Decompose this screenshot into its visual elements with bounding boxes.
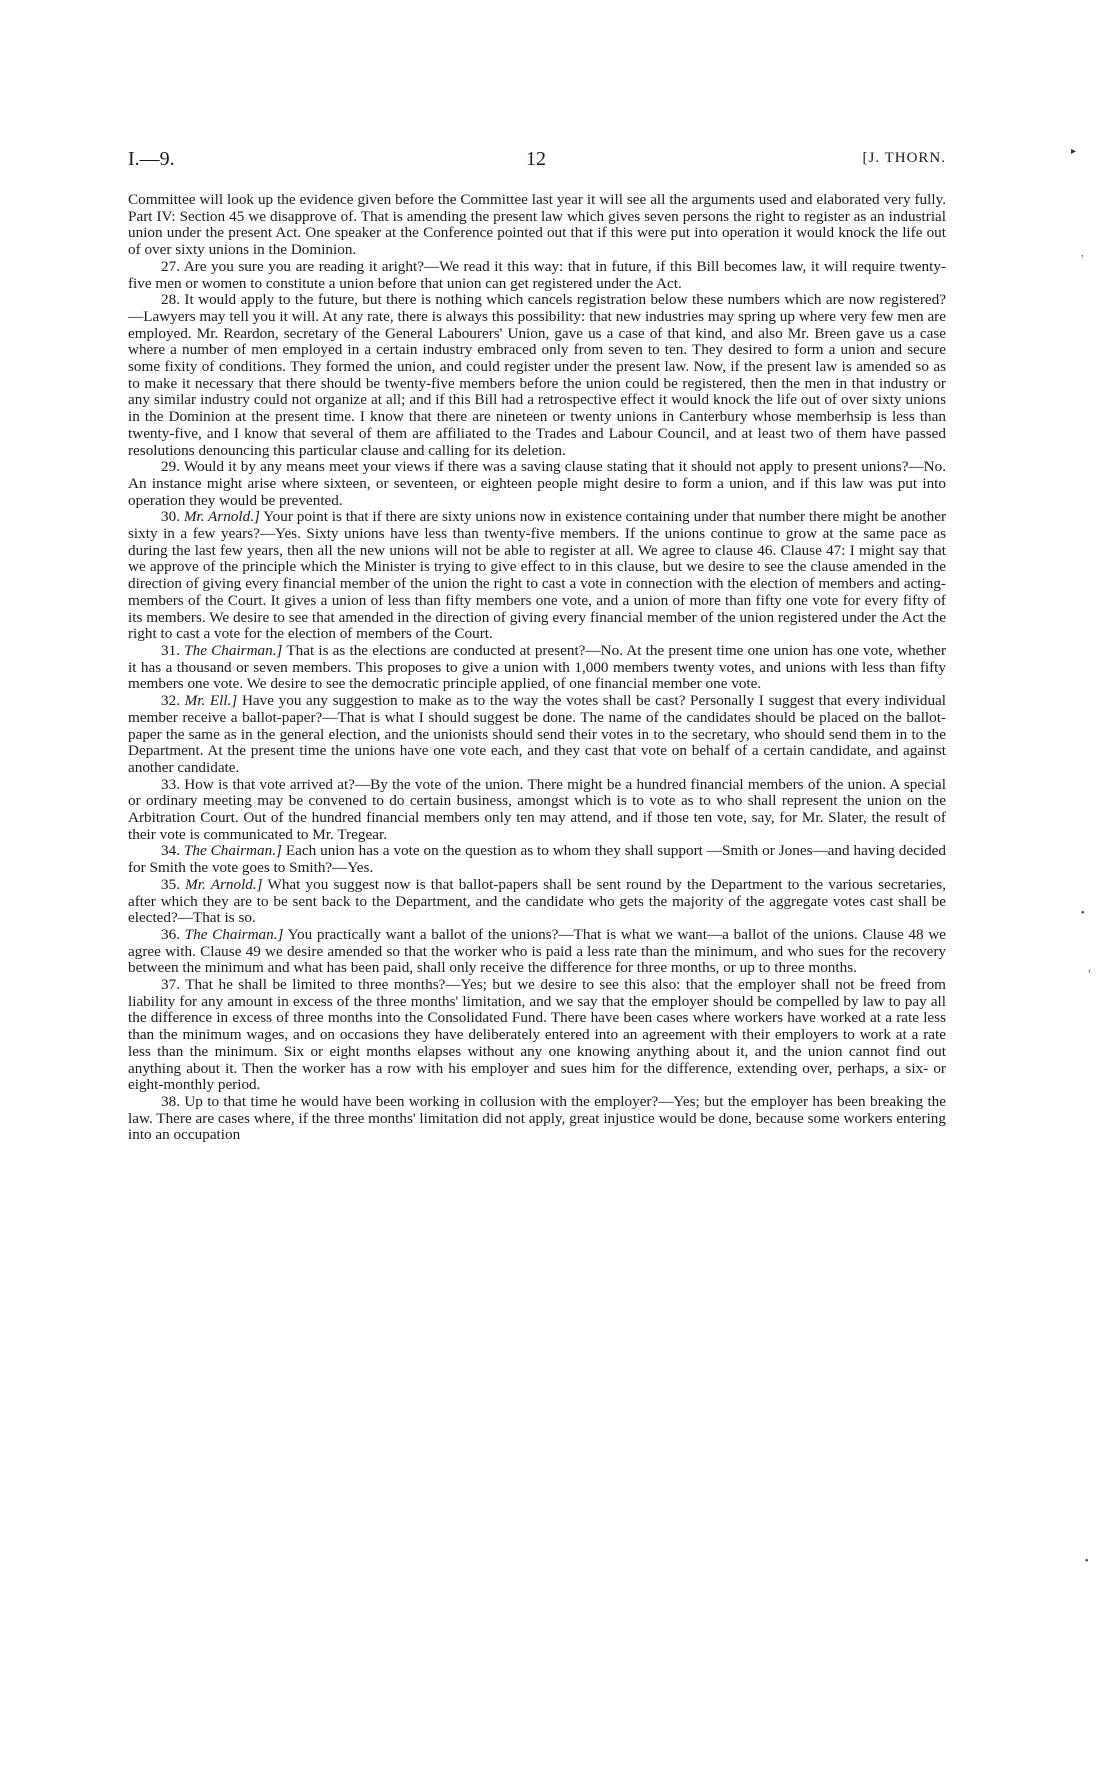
margin-mark: , <box>1088 963 1091 974</box>
question-number: 33. <box>161 775 180 793</box>
body-text <box>128 192 946 1144</box>
paragraph: 28. It would apply to the future, but there is nothing which cancels registration below these numbers which are now registered?—Lawyers may tell you it will. At any rate, there is always this possibility: that new industries may spring up where very few men are employed. Mr. Reardon, secretary of the General Labourers' Union, gave us a case of that kind, and also Mr. Breen gave us a case where a number of men employed in a certain industry embraced only from seven to ten. They desired to form a union and secure some fixity of conditions. They formed the union, and could register under the present law. Now, if the present law is amended so as to make it necessary that there should be twenty-five members before the union could be registered, then the men in that industry or any similar industry could not organize at all; and if this Bill had a retrospective effect it would knock the life out of over sixty unions in the Dominion at the present time. I know that there are nineteen or twenty unions in Canterbury whose memberhsip is less than twenty-five, and I know that several of them are affiliated to the Trades and Labour Council, and at least two of them have passed resolutions denouncing this particular clause and calling for its deletion. <box>128 291 946 459</box>
paper-reference: I.—9. <box>128 148 175 170</box>
page-header <box>128 148 946 178</box>
paragraph: 30. Mr. Arnold.] Your point is that if there are sixty unions now in existence containing under that number there might be another sixty in a few years?—Yes. Sixty unions have less than twenty-five members. If the unions continue to grow at the same pace as during the last few years, then all the new unions will not be able to register at all. We agree to clause 46. Clause 47: I might say that we approve of the principle which the Minister is trying to give effect to in this clause, but we desire to see the clause amended in the direction of giving every financial member of the union the right to cast a vote in connection with the election of members and acting-members of the Court. It gives a union of less than fifty members one vote, and a union of more than fifty one vote for every fifty of its members. We desire to see that amended in the direction of giving every financial member of the union registered under the Act the right to cast a vote for the election of members of the Court. <box>128 508 947 643</box>
paragraph: 36. The Chairman.] You practically want a ballot of the unions?—That is what we want—a ballot of the unions. Clause 48 we agree with. Clause 49 we desire amended so that the worker who is paid a less rate than the minimum, and who sues for the recovery between the minimum and what has been paid, shall only receive the difference for three months, or up to three months. <box>128 925 947 977</box>
speaker: The Chairman.] <box>183 842 282 860</box>
question-number: 38. <box>161 1092 180 1110</box>
margin-mark: , <box>1081 248 1084 259</box>
margin-mark: ▸ <box>1071 146 1077 157</box>
question-number: 30. <box>161 508 180 526</box>
speaker: The Chairman.] <box>184 641 283 659</box>
question-number: 27. <box>161 257 180 275</box>
margin-mark: • <box>1081 908 1085 919</box>
paragraph: 31. The Chairman.] That is as the elections are conducted at present?—No. At the present time one union has one vote, whether it has a thousand or seven members. This proposes to give a union with 1,000 members twenty votes, and unions with less than fifty members one vote. We desire to see the democratic principle applied, of one financial member one vote. <box>128 641 947 693</box>
question-number: 31. <box>161 641 180 659</box>
question-number: 32. <box>161 692 180 710</box>
paragraph: 32. Mr. Ell.] Have you any suggestion to make as to the way the votes shall be cast? Personally I suggest that every individual member receive a ballot-paper?—That is what I should suggest be done. The name of the candidates should be placed on the ballot-paper the same as in the general election, and the unionists should send their votes in to the secretary, who should send them in to the Department. At the present time the unions have one vote each, and they cast that vote on behalf of a certain candidate, and against another candidate. <box>128 692 946 776</box>
question-number: 35. <box>161 875 180 893</box>
question-number: 28. <box>161 291 180 309</box>
paragraph: 37. That he shall be limited to three months?—Yes; but we desire to see this also: that the employer shall not be freed from liability for any amount in excess of the three months' limitation, and we say that the employer should be compelled by law to pay all the difference in excess of three months into the Consolidated Fund. There have been cases where workers have worked at a rate less than the minimum wages, and on occasions they have deliberately entered into an agreement with their employers to work at a rate less than the minimum. Six or eight months elapses without any one knowing anything about it, and the union cannot find out anything about it. Then the worker has a row with his employer and sues him for the difference, extending over, perhaps, a six- or eight-monthly period. <box>128 976 946 1094</box>
speaker: Mr. Arnold.] <box>185 875 263 893</box>
paragraph: 33. How is that vote arrived at?—By the vote of the union. There might be a hundred financial members of the union. A special or ordinary meeting may be convened to do certain business, amongst which is to vote as to who shall represent the union on the Arbitration Court. Out of the hundred financial members only ten may attend, and if those ten vote, say, for Mr. Slater, the result of their vote is communicated to Mr. Tregear. <box>128 775 946 843</box>
speaker: Mr. Arnold.] <box>183 508 260 526</box>
question-number: 29. <box>161 458 180 476</box>
paragraph: 34. The Chairman.] Each union has a vote on the question as to whom they shall support —Smith or Jones—and having decided for Smith the vote goes to Smith?—Yes. <box>128 842 947 877</box>
witness-name: [J. THORN. <box>862 150 946 166</box>
margin-mark: • <box>1085 1556 1089 1567</box>
page-number: 12 <box>526 148 546 170</box>
paragraph: Committee will look up the evidence given before the Committee last year it will see all the arguments used and elaborated very fully. Part IV: Section 45 we disapprove of. That is amending the present law which gives seven persons the right to register as an industrial union under the present Act. One speaker at the Conference pointed out that if this were put into operation it would knock the life out of over sixty unions in the Dominion. <box>128 191 946 259</box>
question-number: 34. <box>161 842 180 860</box>
paragraph: 27. Are you sure you are reading it aright?—We read it this way: that in future, if this Bill becomes law, it will require twenty-five men or women to constitute a union before that union can get registered under the Act. <box>128 257 946 292</box>
paragraph: 35. Mr. Arnold.] What you suggest now is that ballot-papers shall be sent round by the Department to the various secretaries, after which they are to be sent back to the Department, and the candidate who gets the majority of the aggregate votes cast shall be elected?—That is so. <box>128 875 947 927</box>
question-number: 36. <box>161 925 180 943</box>
paragraph: 38. Up to that time he would have been working in collusion with the employer?—Yes; but the employer has been breaking the law. There are cases where, if the three months' limitation did not apply, great injustice would be done, because some workers entering into an occupation <box>128 1092 946 1144</box>
speaker: Mr. Ell.] <box>184 692 238 710</box>
question-number: 37. <box>161 976 180 994</box>
paragraph: 29. Would it by any means meet your views if there was a saving clause stating that it should not apply to present unions?—No. An instance might arise where sixteen, or seventeen, or eighteen people might desire to form a union, and if this law was put into operation they would be prevented. <box>128 458 946 509</box>
speaker: The Chairman.] <box>184 925 284 943</box>
